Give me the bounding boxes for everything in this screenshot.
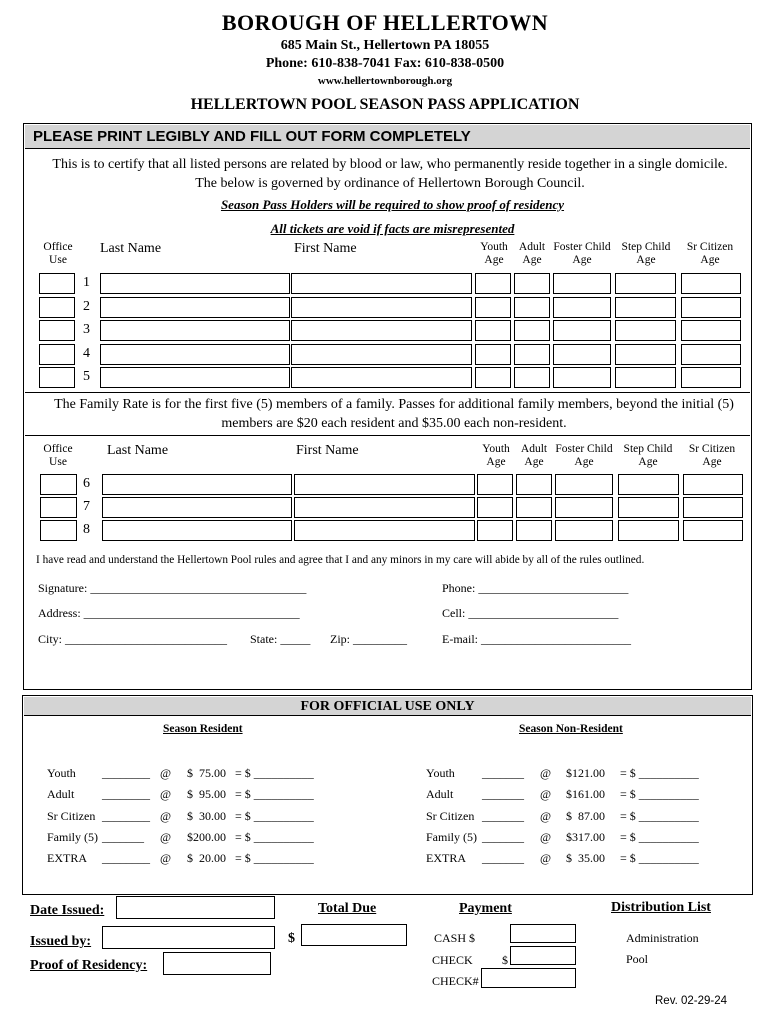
- youth-age-input[interactable]: [475, 367, 511, 388]
- sr-citizen-age-input[interactable]: [681, 273, 741, 294]
- rate-quantity[interactable]: _______: [482, 808, 524, 823]
- foster-child-age-input[interactable]: [553, 273, 611, 294]
- office-use-box[interactable]: [40, 497, 77, 518]
- step-child-age-input[interactable]: [615, 273, 676, 294]
- check1-label: CHECK: [432, 953, 473, 967]
- form-title: HELLERTOWN POOL SEASON PASS APPLICATION: [190, 96, 580, 113]
- rate-total[interactable]: = $ __________: [235, 851, 314, 866]
- office-use-box[interactable]: [39, 273, 75, 294]
- adult-age-input[interactable]: [516, 497, 552, 518]
- rate-at: @: [540, 829, 552, 844]
- org-phone-fax: Phone: 610-838-7041 Fax: 610-838-0500: [265, 56, 505, 71]
- date-issued-label: Date Issued:: [30, 903, 105, 918]
- resident-title: Season Resident: [163, 723, 243, 735]
- rate-quantity[interactable]: ________: [102, 787, 150, 802]
- cash-input[interactable]: [510, 924, 576, 943]
- row-number: 6: [83, 476, 90, 491]
- step-child-age-input[interactable]: [615, 297, 676, 318]
- rate-label: Sr Citizen: [47, 808, 96, 823]
- youth-age-input[interactable]: [477, 497, 513, 518]
- distribution-label: Distribution List: [611, 900, 711, 915]
- office-use-box[interactable]: [40, 474, 77, 495]
- rate-at: @: [160, 787, 172, 802]
- col-sr-citizen-age: Sr Citizen Age: [686, 241, 734, 266]
- sr-citizen-age-input[interactable]: [681, 367, 741, 388]
- last-name-input[interactable]: [100, 320, 290, 341]
- col-step-child-age: Step Child Age: [623, 443, 673, 468]
- foster-child-age-input[interactable]: [555, 520, 613, 541]
- adult-age-input[interactable]: [514, 297, 550, 318]
- col-first-name: First Name: [296, 443, 359, 458]
- col-foster-child-age: Foster Child Age: [555, 443, 613, 468]
- office-use-box[interactable]: [39, 344, 75, 365]
- adult-age-input[interactable]: [514, 273, 550, 294]
- office-use-box[interactable]: [39, 367, 75, 388]
- first-name-input[interactable]: [291, 344, 472, 365]
- family-rate-text: The Family Rate is for the first five (5) members of a family. Passes for additional family members, beyond the initial (5) members are $20 each resident and $35.00 each non-resident.: [54, 397, 734, 431]
- rate-price: $121.00: [566, 766, 605, 780]
- rate-quantity[interactable]: _______: [482, 829, 524, 844]
- rate-total[interactable]: = $ __________: [235, 787, 314, 802]
- rate-label: EXTRA: [47, 851, 87, 866]
- zip-field[interactable]: Zip: _________: [330, 632, 407, 646]
- rate-price: $161.00: [566, 787, 605, 802]
- rate-quantity[interactable]: _______: [482, 851, 524, 866]
- org-name: BOROUGH OF HELLERTOWN: [221, 10, 549, 35]
- total-due-label: Total Due: [318, 901, 377, 916]
- step-child-age-input[interactable]: [615, 320, 676, 341]
- rate-price: $ 87.00: [566, 808, 605, 823]
- sr-citizen-age-input[interactable]: [681, 320, 741, 341]
- office-use-box[interactable]: [39, 320, 75, 341]
- last-name-input[interactable]: [100, 297, 290, 318]
- rate-price: $200.00: [187, 829, 226, 844]
- issued-by-input[interactable]: [102, 926, 275, 949]
- proof-label: Proof of Residency:: [30, 958, 148, 973]
- youth-age-input[interactable]: [475, 344, 511, 365]
- cell-field[interactable]: Cell: _________________________: [442, 606, 619, 620]
- last-name-input[interactable]: [100, 273, 290, 294]
- rate-label: Sr Citizen: [426, 808, 475, 823]
- step-child-age-input[interactable]: [618, 474, 679, 495]
- first-name-input[interactable]: [294, 520, 475, 541]
- first-name-input[interactable]: [294, 474, 475, 495]
- adult-age-input[interactable]: [514, 320, 550, 341]
- row-number: 1: [83, 275, 90, 290]
- city-field[interactable]: City: ___________________________: [38, 632, 228, 646]
- youth-age-input[interactable]: [475, 320, 511, 341]
- adult-age-input[interactable]: [516, 520, 552, 541]
- rate-at: @: [540, 766, 552, 780]
- rate-total[interactable]: = $ __________: [235, 829, 314, 844]
- rate-quantity[interactable]: ________: [102, 808, 150, 823]
- rate-quantity[interactable]: _______: [482, 766, 524, 780]
- rate-at: @: [160, 766, 172, 780]
- void-notice: All tickets are void if facts are misrepresented: [270, 221, 515, 236]
- row-number: 7: [83, 499, 90, 514]
- email-field[interactable]: E-mail: _________________________: [442, 632, 631, 646]
- last-name-input[interactable]: [100, 344, 290, 365]
- foster-child-age-input[interactable]: [555, 497, 613, 518]
- first-name-input[interactable]: [291, 297, 472, 318]
- rate-label: Adult: [426, 787, 454, 802]
- phone-field[interactable]: Phone: _________________________: [442, 581, 629, 595]
- rate-label: Adult: [47, 787, 75, 802]
- issued-by-label: Issued by:: [30, 934, 92, 949]
- rate-total[interactable]: = $ __________: [620, 766, 699, 780]
- nonresident-title: Season Non-Resident: [519, 723, 623, 735]
- col-youth-age: Youth Age: [482, 443, 510, 468]
- agreement-text: I have read and understand the Hellertown Pool rules and agree that I and any minors in my care will abide by all of the rules outlined.: [36, 554, 645, 566]
- rate-total[interactable]: = $ __________: [235, 766, 314, 780]
- step-child-age-input[interactable]: [615, 367, 676, 388]
- col-adult-age: Adult Age: [518, 241, 546, 266]
- first-name-input[interactable]: [294, 497, 475, 518]
- dist-item: Administration: [626, 931, 699, 945]
- revision-label: Rev. 02-29-24: [655, 995, 728, 1007]
- sr-citizen-age-input[interactable]: [683, 497, 743, 518]
- youth-age-input[interactable]: [475, 273, 511, 294]
- row-number: 2: [83, 298, 90, 314]
- foster-child-age-input[interactable]: [553, 297, 611, 318]
- proof-input[interactable]: [163, 952, 271, 975]
- divider: [25, 435, 750, 436]
- rate-price: $ 35.00: [566, 851, 605, 866]
- foster-child-age-input[interactable]: [555, 474, 613, 495]
- row-number: 4: [83, 345, 90, 361]
- rate-label: Youth: [47, 766, 76, 780]
- foster-child-age-input[interactable]: [553, 320, 611, 341]
- date-issued-input[interactable]: [116, 896, 275, 919]
- rate-total[interactable]: = $ __________: [620, 829, 699, 844]
- first-name-input[interactable]: [291, 367, 472, 388]
- state-field[interactable]: State: _____: [250, 632, 311, 646]
- col-last-name: Last Name: [107, 443, 169, 458]
- rate-label: Family (5): [47, 829, 98, 844]
- official-title: FOR OFFICIAL USE ONLY: [24, 697, 751, 716]
- banner: PLEASE PRINT LEGIBLY AND FILL OUT FORM COMPLETELY: [25, 125, 750, 149]
- rate-total[interactable]: = $ __________: [235, 808, 314, 823]
- col-office-use: Office Use: [43, 241, 73, 266]
- check1-dollar: $: [502, 953, 508, 967]
- adult-age-input[interactable]: [514, 367, 550, 388]
- total-dollar-sign: $: [288, 931, 295, 946]
- row-number: 3: [83, 322, 90, 337]
- youth-age-input[interactable]: [477, 474, 513, 495]
- office-use-box[interactable]: [40, 520, 77, 541]
- sr-citizen-age-input[interactable]: [681, 297, 741, 318]
- last-name-input[interactable]: [102, 474, 292, 495]
- rate-total[interactable]: = $ __________: [620, 808, 699, 823]
- dist-item: Pool: [626, 952, 649, 966]
- foster-child-age-input[interactable]: [553, 367, 611, 388]
- col-youth-age: Youth Age: [480, 241, 508, 266]
- address-field[interactable]: Address: ____________________________________: [38, 606, 300, 620]
- col-office-use: Office Use: [43, 443, 73, 468]
- rate-total[interactable]: = $ __________: [620, 787, 699, 802]
- col-step-child-age: Step Child Age: [621, 241, 671, 266]
- divider: [25, 392, 750, 393]
- rate-price: $ 95.00: [187, 787, 226, 802]
- rate-price: $ 75.00: [187, 766, 226, 780]
- last-name-input[interactable]: [102, 497, 292, 518]
- youth-age-input[interactable]: [475, 297, 511, 318]
- rate-quantity[interactable]: _______: [102, 829, 144, 844]
- adult-age-input[interactable]: [516, 474, 552, 495]
- signature-field[interactable]: Signature: ____________________________________: [38, 581, 307, 595]
- rate-at: @: [540, 808, 552, 823]
- office-use-box[interactable]: [39, 297, 75, 318]
- col-adult-age: Adult Age: [520, 443, 548, 468]
- foster-child-age-input[interactable]: [553, 344, 611, 365]
- col-sr-citizen-age: Sr Citizen Age: [688, 443, 736, 468]
- rate-at: @: [160, 829, 172, 844]
- step-child-age-input[interactable]: [618, 520, 679, 541]
- step-child-age-input[interactable]: [618, 497, 679, 518]
- rate-label: Youth: [426, 766, 455, 780]
- sr-citizen-age-input[interactable]: [683, 520, 743, 541]
- first-name-input[interactable]: [291, 273, 472, 294]
- adult-age-input[interactable]: [514, 344, 550, 365]
- step-child-age-input[interactable]: [615, 344, 676, 365]
- last-name-input[interactable]: [102, 520, 292, 541]
- rate-at: @: [160, 808, 172, 823]
- rate-at: @: [540, 787, 552, 802]
- first-name-input[interactable]: [291, 320, 472, 341]
- sr-citizen-age-input[interactable]: [681, 344, 741, 365]
- row-number: 8: [83, 522, 90, 537]
- rate-total[interactable]: = $ __________: [620, 851, 699, 866]
- rate-label: Family (5): [426, 829, 477, 844]
- rate-price: $ 20.00: [187, 851, 226, 866]
- total-due-input[interactable]: [301, 924, 407, 946]
- payment-label: Payment: [459, 901, 512, 916]
- check-number-input[interactable]: [481, 968, 576, 988]
- row-number: 5: [83, 369, 90, 384]
- check2-label: CHECK#: [432, 974, 479, 988]
- youth-age-input[interactable]: [477, 520, 513, 541]
- residency-notice: Season Pass Holders will be required to show proof of residency: [220, 197, 565, 212]
- rate-at: @: [540, 851, 552, 866]
- col-first-name: First Name: [294, 241, 357, 256]
- rate-at: @: [160, 851, 172, 866]
- rate-label: EXTRA: [426, 851, 466, 866]
- rate-quantity[interactable]: ________: [102, 766, 150, 780]
- rate-quantity[interactable]: _______: [482, 787, 524, 802]
- col-foster-child-age: Foster Child Age: [553, 241, 611, 266]
- last-name-input[interactable]: [100, 367, 290, 388]
- sr-citizen-age-input[interactable]: [683, 474, 743, 495]
- cash-label: CASH $: [434, 931, 476, 945]
- rate-price: $317.00: [566, 829, 605, 844]
- check-amount-input[interactable]: [510, 946, 576, 965]
- org-website: www.hellertownborough.org: [317, 75, 453, 87]
- org-address: 685 Main St., Hellertown PA 18055: [280, 38, 490, 53]
- rate-price: $ 30.00: [187, 808, 226, 823]
- col-last-name: Last Name: [100, 241, 162, 256]
- rate-quantity[interactable]: ________: [102, 851, 150, 866]
- certify-text: This is to certify that all listed persons are related by blood or law, who permanently reside together in a single domicile. The below is governed by ordinance of Hellertown Borough Council.: [52, 157, 728, 191]
